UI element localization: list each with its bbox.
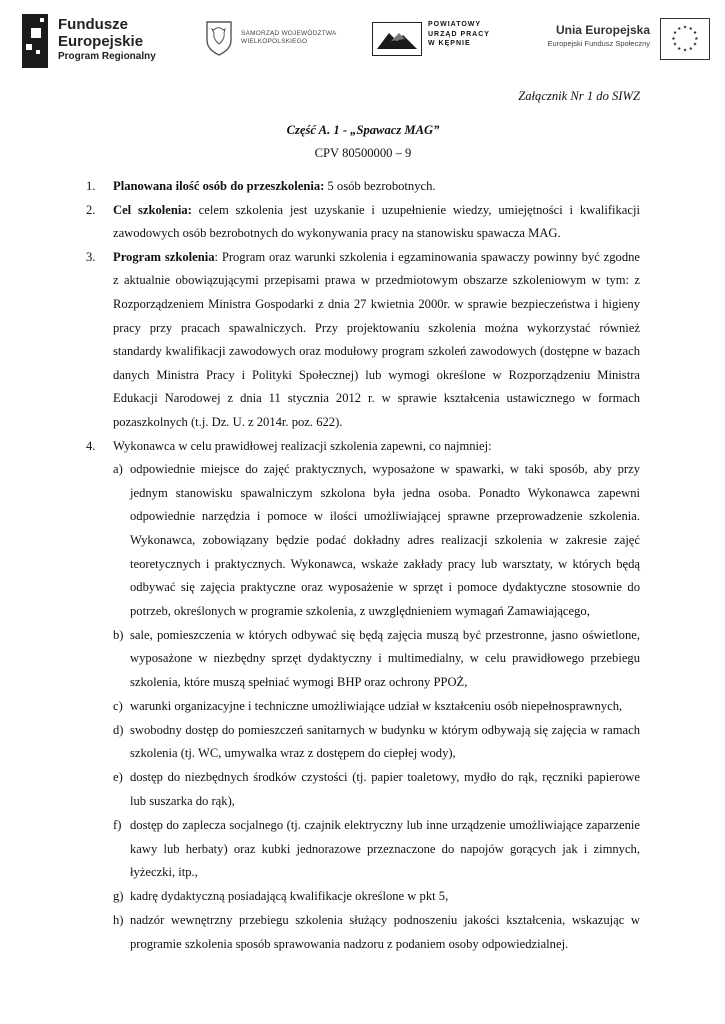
list-item bbox=[86, 246, 640, 435]
item-text: Wykonawca w celu prawidłowej realizacji szkolenia zapewni, co najmniej: bbox=[113, 438, 492, 453]
sub-list-item bbox=[113, 909, 640, 956]
svg-text:★: ★ bbox=[671, 36, 676, 42]
sub-item-text: kadrę dydaktyczną posiadającą kwalifikacje określone w pkt 5, bbox=[130, 889, 449, 904]
ue-subtitle: Europejski Fundusz Społeczny bbox=[547, 39, 650, 48]
annex-label: Załącznik Nr 1 do SIWZ bbox=[518, 89, 640, 103]
svg-text:★: ★ bbox=[682, 48, 688, 54]
logo-bar bbox=[0, 0, 725, 80]
ue-title: Unia Europejska bbox=[555, 23, 650, 37]
wlkp-line2: WIELKOPOLSKIEGO bbox=[241, 38, 308, 45]
sub-list-item bbox=[113, 766, 640, 813]
sub-list bbox=[113, 458, 640, 956]
requirements-list bbox=[86, 175, 640, 956]
svg-text:★: ★ bbox=[688, 26, 693, 32]
svg-text:★: ★ bbox=[688, 46, 693, 52]
sub-item-text: sale, pomieszczenia w których odbywać się będą zajęcia muszą być przestronne, jasno oświetlone, wyposażone w niezbędny sprzęt dydaktyczny i multimedialny, w celu prawidłowego przebiegu szkolenia, które muszą spełniać wymogi BHP oraz ochrony PPOŻ, bbox=[130, 627, 640, 689]
section-title: Część A. 1 - „Spawacz MAG” bbox=[286, 123, 440, 137]
sub-list-item bbox=[113, 885, 640, 909]
sub-item-letter: g) bbox=[113, 889, 124, 904]
pup-mountain-icon bbox=[372, 22, 422, 56]
svg-text:★: ★ bbox=[677, 26, 682, 32]
item-number: 4. bbox=[86, 438, 96, 453]
item-label: Cel szkolenia: bbox=[113, 202, 192, 217]
sub-list-item bbox=[113, 458, 640, 623]
sub-item-text: dostęp do niezbędnych środków czystości (tj. papier toaletowy, mydło do rąk, ręczniki papierowe lub suszarka do rąk), bbox=[130, 770, 640, 808]
item-number: 3. bbox=[86, 249, 96, 264]
svg-text:★: ★ bbox=[692, 42, 698, 48]
pup-line2: URZĄD PRACY bbox=[428, 30, 490, 38]
sub-list-item bbox=[113, 719, 640, 766]
list-item bbox=[86, 199, 640, 246]
sub-item-letter: e) bbox=[113, 770, 123, 785]
eu-flag-icon bbox=[660, 18, 710, 60]
fundusze-europejskie-logo bbox=[22, 14, 172, 68]
pup-line3: W KĘPNIE bbox=[428, 40, 471, 47]
wlkp-line1: SAMORZĄD WOJEWÓDZTWA bbox=[241, 30, 337, 37]
item-number: 2. bbox=[86, 202, 96, 217]
sub-list-item bbox=[113, 695, 640, 719]
item-label: Planowana ilość osób do przeszkolenia: bbox=[113, 179, 325, 193]
fe-title-line2: Europejskie bbox=[58, 33, 144, 50]
coat-of-arms-icon bbox=[205, 20, 233, 56]
sub-list-item bbox=[113, 624, 640, 695]
sub-list-item bbox=[113, 814, 640, 885]
svg-text:★: ★ bbox=[672, 31, 678, 37]
sub-item-letter: f) bbox=[113, 817, 122, 832]
fe-subtitle: Program Regionalny bbox=[58, 51, 156, 62]
svg-text:★: ★ bbox=[672, 42, 678, 48]
list-item bbox=[86, 175, 640, 199]
sub-item-text: odpowiednie miejsce do zajęć praktycznych, wyposażone w spawarki, w taki sposób, aby przy jednym stanowisku spawalniczym szkolona była jedna osoba. Ponadto Wykonawca zapewni odpowiednie narzędzia i pomoce w ilości umożliwiającej sprawne przeprowadzenie szkolenia. Wykonawca, zobowiązany będzie podać dokładny adres realizacji szkolenia w zakresie zajęć teoretycznych i praktycznych. Wykonawca, wskaże zakłady pracy lub warsztaty, w których będą odbywać się zajęcia praktyczne oraz wyposażenie w sprzęt i pomoce dydaktyczne stosownie do potrzeb, określonych w programie szkolenia, z uwzględnieniem wymagań Zamawiającego, bbox=[130, 462, 640, 618]
sub-item-letter: c) bbox=[113, 698, 123, 713]
fundusze-europejskie-mark-icon bbox=[22, 14, 48, 68]
fe-title-line1: Fundusze bbox=[58, 16, 128, 33]
pup-kepno-logo bbox=[372, 18, 502, 60]
sub-item-letter: d) bbox=[113, 722, 124, 737]
wielkopolska-logo bbox=[205, 20, 355, 60]
svg-text:★: ★ bbox=[677, 46, 682, 52]
unia-europejska-logo bbox=[530, 18, 710, 62]
item-number: 1. bbox=[86, 179, 96, 193]
document-body bbox=[86, 80, 640, 957]
item-label: Program szkolenia bbox=[113, 249, 215, 264]
item-text: : Program oraz warunki szkolenia i egzaminowania spawaczy powinny być zgodne z aktualnie obowiązującymi przepisami prawa w przedmiotowym obszarze szkoleniowym w tym: z Rozporządzeniem Ministra Gospodarki z dnia 27 kwietnia 2000r. w sprawie bezpieczeństwa i higieny pracy przy pracach spawalniczych. Przy projektowaniu szkolenia można wykorzystać również standardy kwalifikacji zawodowych oraz modułowy program szkoleń zawodowych (dostępne w bazach danych Ministra Pracy i Polityki Społecznej) lub wymogi określone w Rozporządzeniu Ministra Edukacji Narodowej z dnia 11 stycznia 2012 r. w sprawie kształcenia ustawicznego w formach pozaszkolnych (t.j. Dz. U. z 2014r. poz. 622). bbox=[113, 249, 641, 429]
sub-item-letter: b) bbox=[113, 627, 124, 642]
sub-item-text: swobodny dostęp do pomieszczeń sanitarnych w budynku w którym odbywają się zajęcia w ramach szkolenia (tj. WC, umywalka wraz z dostępem do ciepłej wody), bbox=[130, 722, 640, 761]
svg-text:★: ★ bbox=[682, 25, 688, 31]
item-text: celem szkolenia jest uzyskanie i uzupełnienie wiedzy, umiejętności i kwalifikacji zawodowych osób bezrobotnych do wykonywania pracy na stanowisku spawacza MAG. bbox=[113, 202, 640, 241]
sub-item-text: nadzór wewnętrzny przebiegu szkolenia służący podnoszeniu jakości kształcenia, wskazując w programie szkolenia sposób sprawowania nadzoru z podaniem osoby odpowiedzialnej. bbox=[130, 913, 640, 951]
item-text: 5 osób bezrobotnych. bbox=[324, 179, 436, 193]
cpv-code: CPV 80500000 – 9 bbox=[314, 146, 412, 160]
sub-item-text: dostęp do zaplecza socjalnego (tj. czajnik elektryczny lub inne urządzenie umożliwiające zaparzenie kawy lub herbaty) oraz kubki jednorazowe przeznaczone do napojów gorących jak i zimnych, łyżeczki, itp., bbox=[130, 817, 640, 880]
svg-text:★: ★ bbox=[694, 36, 699, 42]
pup-line1: POWIATOWY bbox=[428, 21, 482, 28]
sub-item-letter: a) bbox=[113, 462, 123, 477]
sub-item-letter: h) bbox=[113, 913, 124, 928]
svg-text:★: ★ bbox=[692, 31, 698, 37]
sub-item-text: warunki organizacyjne i techniczne umożliwiające udział w kształceniu osób niepełnosprawnych, bbox=[130, 698, 623, 713]
list-item bbox=[86, 435, 640, 957]
